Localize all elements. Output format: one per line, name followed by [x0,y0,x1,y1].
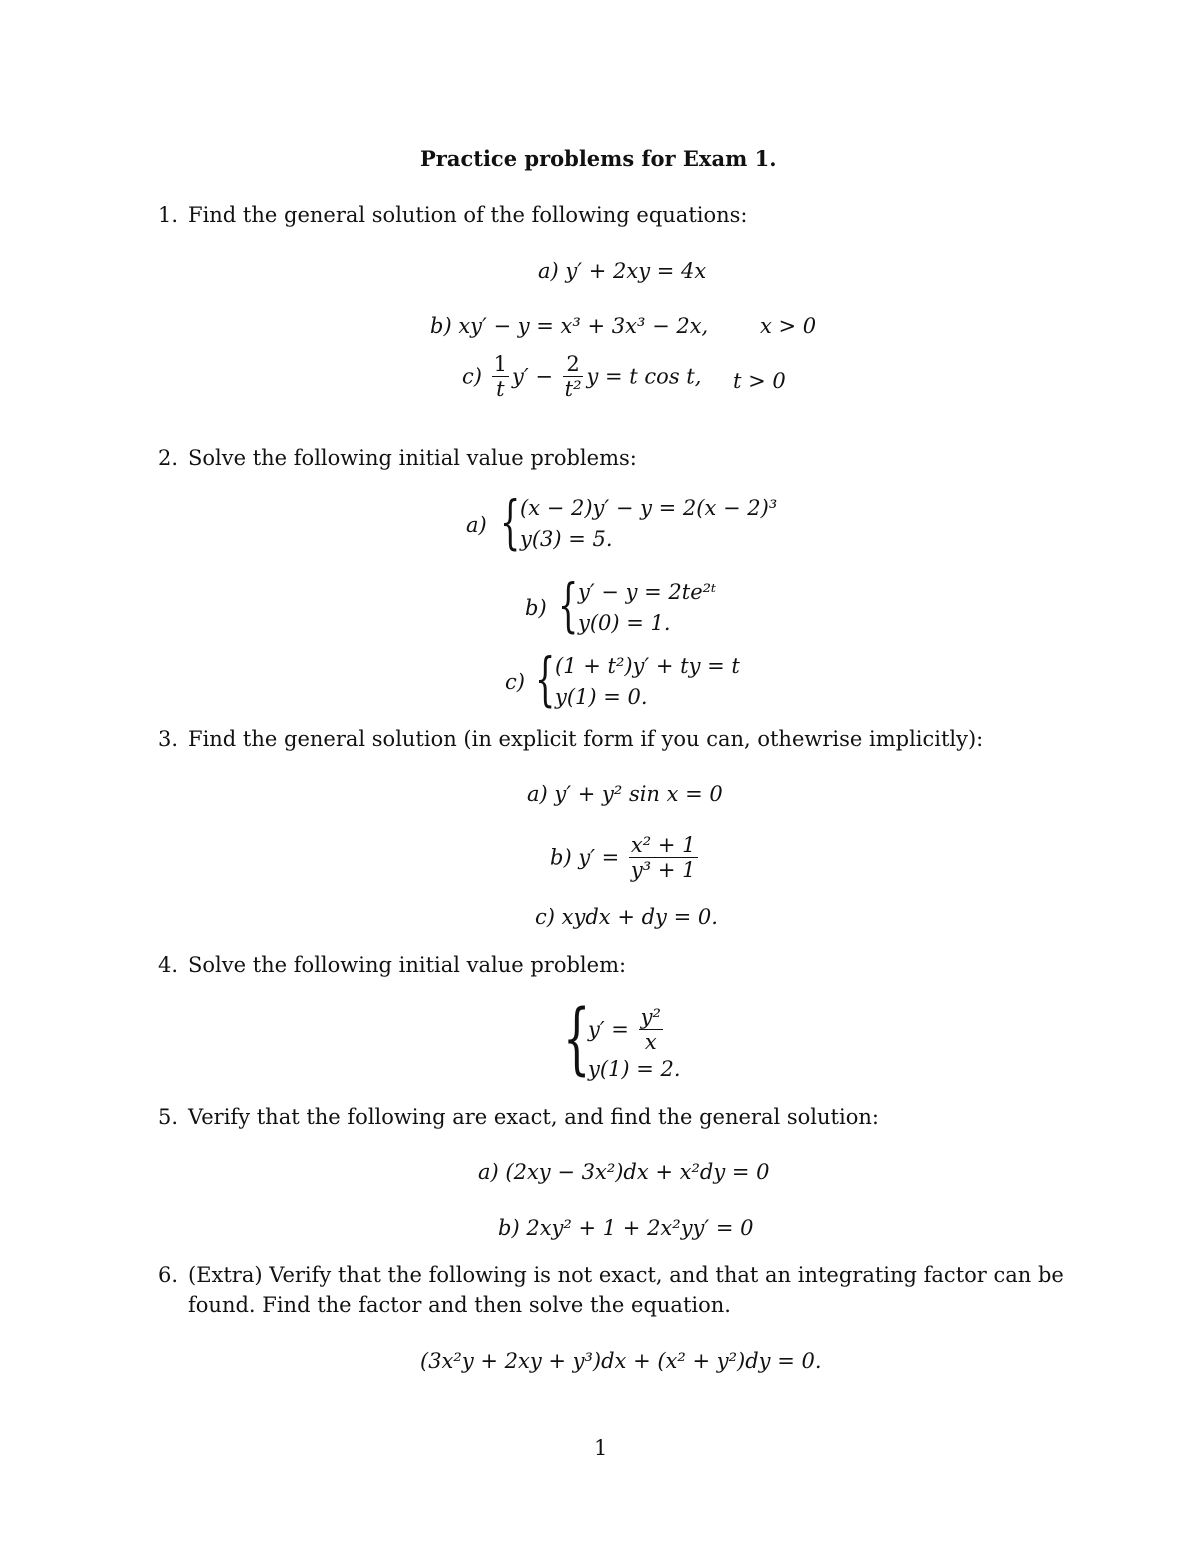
part-label: c) [535,905,555,929]
equation-text: y′ + 2xy = 4x [565,259,707,283]
equation-text: (2xy − 3x²)dx + x²dy = 0 [505,1160,770,1184]
problem-2b-line2: y(0) = 1. [578,611,671,635]
page-title: Practice problems for Exam 1. [420,146,777,171]
problem-6-text-line1: (Extra) Verify that the following is not exact, and that an integrating factor can be [188,1263,1064,1287]
left-brace: { [500,488,521,556]
fraction-denominator: y³ + 1 [630,858,696,883]
part-label: b) [430,314,452,338]
part-label: b) [498,1216,520,1240]
equation-text: xydx + dy = 0. [561,905,718,929]
problem-4-line1 [588,1005,666,1054]
problem-6-text-line2: found. Find the factor and then solve the equation. [188,1293,731,1317]
page-number: 1 [594,1436,608,1460]
problem-2c-line2: y(1) = 0. [555,685,648,709]
problem-6-number: 6. [158,1263,179,1287]
fraction-denominator: t² [564,377,582,402]
problem-1b-condition: x > 0 [760,314,817,338]
problem-2c-line1: (1 + t²)y′ + ty = t [555,654,740,678]
fraction [639,1005,663,1054]
fraction [492,352,509,401]
problem-5-text: Verify that the following are exact, and find the general solution: [188,1105,879,1129]
problem-1a-equation [538,259,706,283]
part-label: a) [478,1160,499,1184]
problem-5-number: 5. [158,1105,179,1129]
problem-2b-line1: y′ − y = 2te²ᵗ [578,580,717,604]
fraction-numerator: 1 [493,352,508,376]
equation-text: xy′ − y = x³ + 3x³ − 2x, [458,314,709,338]
problem-3-text: Find the general solution (in explicit form if you can, othewrise implicitly): [188,727,984,751]
equation-lhs: y′ = [578,845,620,870]
problem-2a-line1: (x − 2)y′ − y = 2(x − 2)³ [520,496,778,520]
problem-2-number: 2. [158,446,179,470]
left-brace: { [558,571,579,639]
problem-6-equation: (3x²y + 2xy + y³)dx + (x² + y²)dy = 0. [420,1349,822,1373]
fraction-denominator: x [639,1029,663,1054]
problem-4-number: 4. [158,953,179,977]
equation-lhs: y′ = [588,1017,629,1042]
left-brace: { [563,994,591,1084]
part-label: c) [462,364,482,389]
problem-2b-label: b) [525,596,547,620]
problem-2-text: Solve the following initial value problems: [188,446,637,470]
part-label: a) [538,259,559,283]
problem-4-text: Solve the following initial value problem: [188,953,627,977]
problem-3-number: 3. [158,727,179,751]
fraction-numerator: x² + 1 [630,833,696,857]
problem-1c-equation [462,352,701,401]
problem-3a-equation [527,782,723,806]
problem-1-number: 1. [158,203,179,227]
equation-text: 2xy² + 1 + 2x²yy′ = 0 [526,1216,754,1240]
problem-1-text: Find the general solution of the following equations: [188,203,748,227]
problem-3c-equation [535,905,718,929]
problem-2c-label: c) [505,670,525,694]
problem-3b-equation [550,833,701,882]
left-brace: { [535,645,556,713]
fraction-numerator: 2 [566,352,580,376]
problem-1b-equation [430,314,708,338]
equation-text: y′ − [512,364,553,389]
problem-2a-line2: y(3) = 5. [520,527,613,551]
fraction-numerator: y² [640,1005,661,1029]
fraction [629,833,698,882]
problem-5b-equation [498,1216,754,1240]
part-label: a) [527,782,548,806]
problem-5a-equation [478,1160,770,1184]
problem-4-line2: y(1) = 2. [588,1057,681,1081]
problem-1c-condition: t > 0 [733,369,786,393]
equation-text: y = t cos t, [586,364,702,389]
fraction-denominator: t [492,376,509,401]
problem-2a-label: a) [466,513,487,537]
part-label: b) [550,845,572,870]
equation-text: y′ + y² sin x = 0 [554,782,723,806]
fraction [563,352,584,401]
